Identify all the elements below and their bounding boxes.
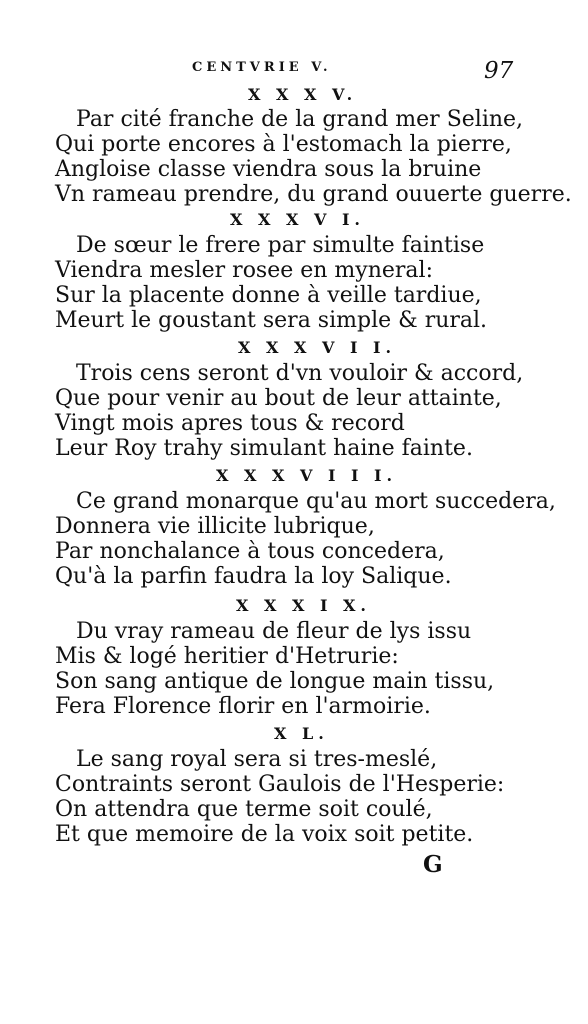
- quatrain-number: X X X I X.: [236, 596, 371, 615]
- running-title: CENTVRIE V.: [192, 60, 332, 75]
- verse-line: Vingt mois apres tous & record: [55, 411, 405, 436]
- verse-line: Contraints seront Gaulois de l'Hesperie:: [55, 772, 505, 797]
- verse-line: Par nonchalance à tous concedera,: [55, 539, 445, 564]
- page-number: 97: [484, 58, 514, 84]
- verse-line: Que pour venir au bout de leur attainte,: [55, 386, 502, 411]
- verse-line: Mis & logé heritier d'Hetrurie:: [55, 644, 399, 669]
- verse-line: Et que memoire de la voix soit petite.: [55, 822, 474, 847]
- verse-line: Qui porte encores à l'estomach la pierre,: [55, 132, 512, 157]
- verse-line: Trois cens seront d'vn vouloir & accord,: [76, 361, 524, 386]
- quatrain-number: X X X V I.: [230, 210, 365, 229]
- quatrain-number: X L.: [274, 724, 329, 743]
- verse-line: Qu'à la parfin faudra la loy Salique.: [55, 564, 452, 589]
- verse-line: Meurt le goustant sera simple & rural.: [55, 308, 488, 333]
- verse-line: Donnera vie illicite lubrique,: [55, 514, 375, 539]
- verse-line: Vn rameau prendre, du grand ouuerte guerre.: [55, 182, 572, 207]
- verse-line: On attendra que terme soit coulé,: [55, 797, 433, 822]
- verse-line: Ce grand monarque qu'au mort succedera,: [76, 489, 556, 514]
- verse-line: De sœur le frere par simulte faintise: [76, 233, 485, 258]
- quatrain-number: X X X V I I.: [238, 338, 397, 357]
- verse-line: Du vray rameau de fleur de lys issu: [76, 619, 472, 644]
- verse-line: Son sang antique de longue main tissu,: [55, 669, 495, 694]
- verse-line: Viendra mesler rosee en myneral:: [55, 258, 433, 283]
- verse-line: Par cité franche de la grand mer Seline,: [76, 107, 524, 132]
- verse-line: Sur la placente donne à veille tardiue,: [55, 283, 482, 308]
- verse-line: Angloise classe viendra sous la bruine: [55, 157, 482, 182]
- verse-line: Leur Roy trahy simulant haine fainte.: [55, 436, 473, 461]
- verse-line: Le sang royal sera si tres-meslé,: [76, 747, 438, 772]
- quatrain-number: X X X V.: [248, 85, 358, 104]
- signature-mark: G: [423, 851, 443, 878]
- verse-line: Fera Florence florir en l'armoirie.: [55, 694, 431, 719]
- quatrain-number: X X X V I I I.: [216, 466, 398, 485]
